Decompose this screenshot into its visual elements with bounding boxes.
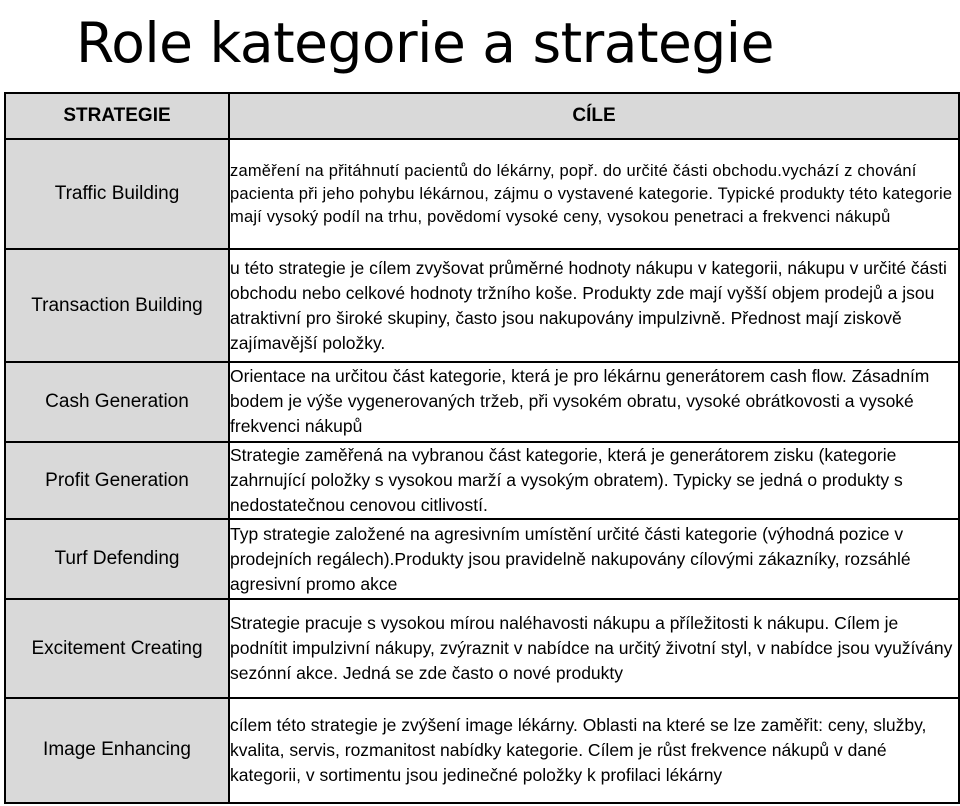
strategy-cell: Image Enhancing <box>5 698 229 803</box>
table-row <box>5 519 959 599</box>
strategy-cell: Turf Defending <box>5 519 229 599</box>
goal-text: Orientace na určitou část kategorie, která je pro lékárnu generátorem cash flow. Zásadním bodem je výše vygenerovaných tržeb, při vysokém obratu, vysoké obrátkovosti a vysoké frekvenci nákupů <box>230 366 930 437</box>
goal-cell <box>229 519 959 599</box>
table-row <box>5 362 959 442</box>
strategy-cell: Excitement Creating <box>5 599 229 697</box>
goal-cell <box>229 698 959 803</box>
goal-cell <box>229 139 959 249</box>
strategy-cell: Transaction Building <box>5 249 229 361</box>
table-row <box>5 139 959 249</box>
goal-cell <box>229 362 959 442</box>
strategy-table <box>4 92 960 804</box>
goal-text: Strategie zaměřená na vybranou část kategorie, která je generátorem zisku (kategorie zahrnující položky s vysokou marží a vysokým obratem). Typicky se jedná o produkty s nedostatečnou cenovou citlivostí. <box>230 445 903 516</box>
strategy-cell: Traffic Building <box>5 139 229 249</box>
table-header-row <box>5 93 959 139</box>
table-row <box>5 599 959 697</box>
goal-cell <box>229 249 959 361</box>
goal-cell <box>229 442 959 519</box>
strategy-cell: Cash Generation <box>5 362 229 442</box>
table-row <box>5 249 959 361</box>
goal-text: cílem této strategie je zvýšení image lékárny. Oblasti na které se lze zaměřit: ceny, služby, kvalita, servis, rozmanitost nabídky kategorie. Cílem je růst frekvence nákupů v dané kategorii, v sortimentu jsou jedinečné položky k profilaci lékárny <box>230 714 927 785</box>
goal-text: u této strategie je cílem zvyšovat průměrné hodnoty nákupu v kategorii, nákupu v určité části obchodu nebo celkové hodnoty tržního koše. Produkty zde mají vyšší objem prodejů a jsou atraktivní pro široké skupiny, často jsou nakupovány impulzivně. Přednost mají ziskově zajímavější položky. <box>230 257 947 353</box>
table-row <box>5 698 959 803</box>
goal-text: Strategie pracuje s vysokou mírou naléhavosti nákupu a příležitosti k nákupu. Cílem je podnítit impulzivní nákupy, zvýraznit v nabídce na určitý životní styl, v nabídce jsou využívány sezónní akce. Jedná se zde často o nové produkty <box>230 613 953 683</box>
table-row <box>5 442 959 519</box>
header-strategy: STRATEGIE <box>5 93 229 139</box>
goal-text: zaměření na přitáhnutí pacientů do lékárny, popř. do určité části obchodu.vychází z chování pacienta při jeho pohybu lékárnou, zájmu o vystavené kategorie. Typické produkty této kategorie mají vysoký podíl na trhu, povědomí vysoké ceny, vysokou penetraci a frekvenci nákupů <box>230 161 953 226</box>
header-goal: CÍLE <box>229 93 959 139</box>
goal-text: Typ strategie založené na agresivním umístění určité části kategorie (výhodná pozice v prodejních regálech).Produkty jsou pravidelně nakupovány cílovými zákazníky, rozsáhlé agresivní promo akce <box>230 523 911 594</box>
slide-title: Role kategorie a strategie <box>76 11 774 75</box>
strategy-cell: Profit Generation <box>5 442 229 519</box>
goal-cell <box>229 599 959 697</box>
